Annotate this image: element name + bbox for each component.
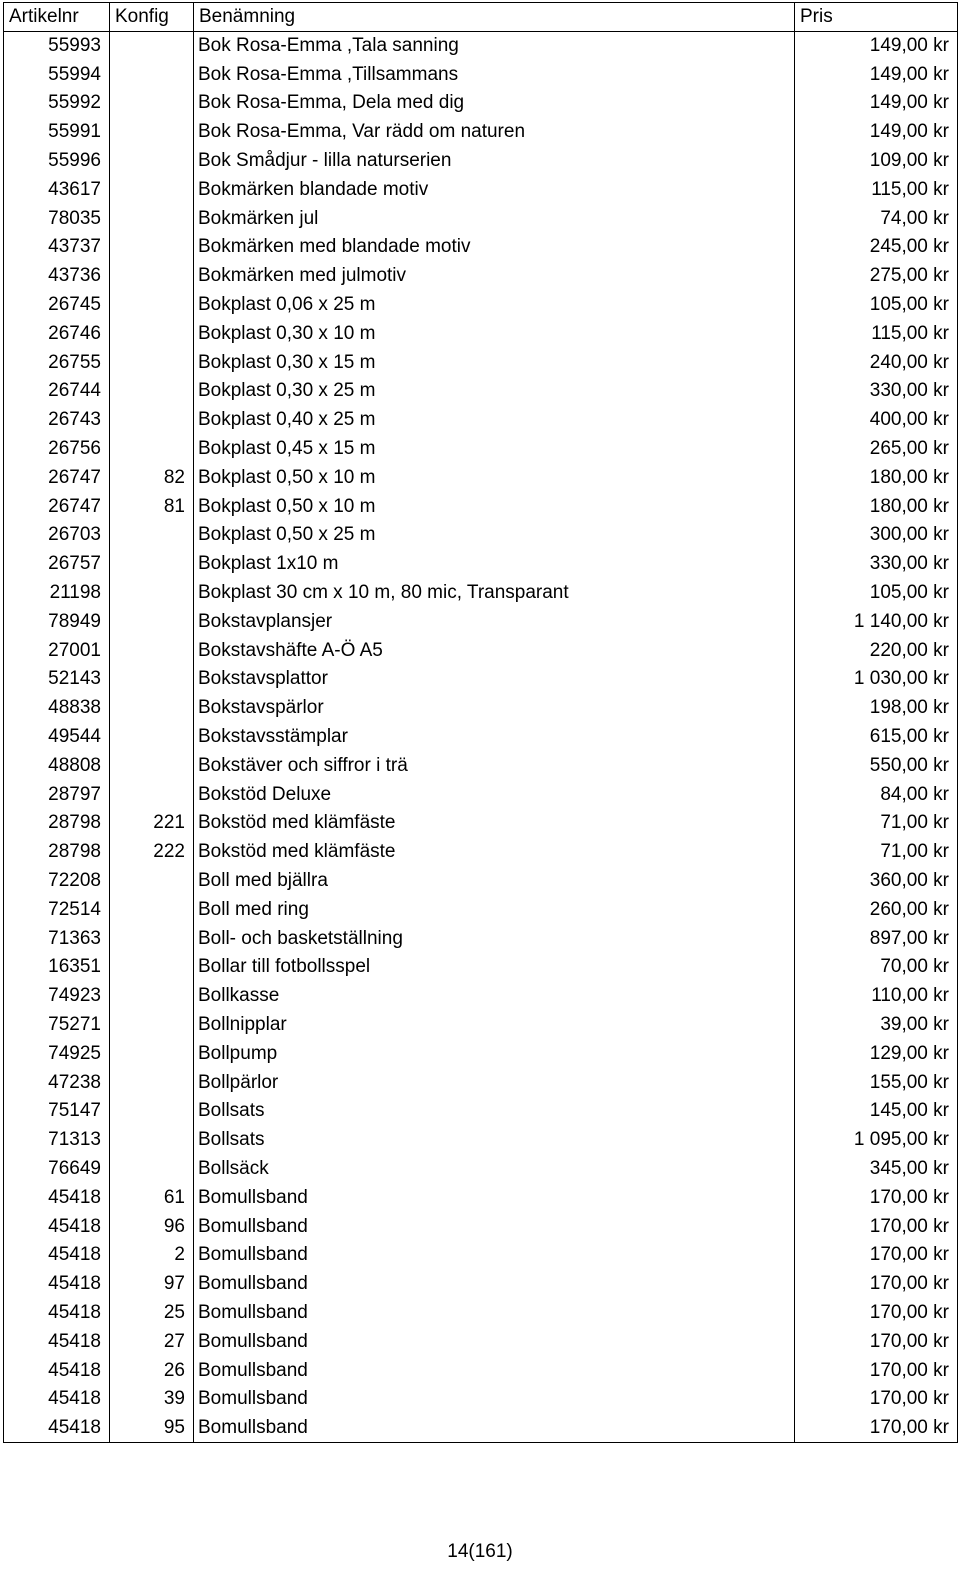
table-row bbox=[4, 32, 958, 61]
table-header bbox=[4, 3, 958, 32]
table-row bbox=[4, 233, 958, 262]
description-cell: Bokplast 0,06 x 25 m bbox=[194, 291, 795, 320]
article-number-cell: 48808 bbox=[4, 751, 110, 780]
description-cell: Bomullsband bbox=[194, 1356, 795, 1385]
description-cell: Bok Rosa-Emma ,Tillsammans bbox=[194, 60, 795, 89]
description-cell: Bomullsband bbox=[194, 1327, 795, 1356]
table-row bbox=[4, 1414, 958, 1443]
article-number-cell: 45418 bbox=[4, 1385, 110, 1414]
config-cell bbox=[110, 1068, 194, 1097]
article-number-cell: 26744 bbox=[4, 377, 110, 406]
table-row bbox=[4, 867, 958, 896]
article-number-cell: 26743 bbox=[4, 406, 110, 435]
article-number-cell: 45418 bbox=[4, 1327, 110, 1356]
table-row bbox=[4, 1097, 958, 1126]
description-cell: Bok Smådjur - lilla naturserien bbox=[194, 147, 795, 176]
description-cell: Bokmärken blandade motiv bbox=[194, 175, 795, 204]
table-row bbox=[4, 147, 958, 176]
table-row bbox=[4, 1155, 958, 1184]
description-cell: Bomullsband bbox=[194, 1270, 795, 1299]
article-number-cell: 78949 bbox=[4, 607, 110, 636]
price-cell: 275,00 kr bbox=[795, 262, 958, 291]
article-number-cell: 28798 bbox=[4, 809, 110, 838]
table-row bbox=[4, 521, 958, 550]
article-number-cell: 45418 bbox=[4, 1299, 110, 1328]
description-cell: Bollsäck bbox=[194, 1155, 795, 1184]
table-row bbox=[4, 1039, 958, 1068]
description-cell: Bokstavspärlor bbox=[194, 694, 795, 723]
description-cell: Bokstavshäfte A-Ö A5 bbox=[194, 636, 795, 665]
config-cell bbox=[110, 982, 194, 1011]
config-cell bbox=[110, 867, 194, 896]
table-row bbox=[4, 895, 958, 924]
config-cell bbox=[110, 147, 194, 176]
price-cell: 115,00 kr bbox=[795, 175, 958, 204]
price-cell: 74,00 kr bbox=[795, 204, 958, 233]
config-cell bbox=[110, 665, 194, 694]
table-row bbox=[4, 982, 958, 1011]
price-cell: 245,00 kr bbox=[795, 233, 958, 262]
description-cell: Bokplast 30 cm x 10 m, 80 mic, Transparant bbox=[194, 579, 795, 608]
config-cell bbox=[110, 1126, 194, 1155]
price-cell: 155,00 kr bbox=[795, 1068, 958, 1097]
article-number-cell: 26745 bbox=[4, 291, 110, 320]
article-number-cell: 28797 bbox=[4, 780, 110, 809]
article-number-cell: 45418 bbox=[4, 1414, 110, 1443]
table-row bbox=[4, 406, 958, 435]
table-row bbox=[4, 1385, 958, 1414]
price-cell: 71,00 kr bbox=[795, 838, 958, 867]
table-row bbox=[4, 1327, 958, 1356]
description-cell: Bokplast 0,30 x 25 m bbox=[194, 377, 795, 406]
config-cell: 221 bbox=[110, 809, 194, 838]
config-cell bbox=[110, 1039, 194, 1068]
table-row bbox=[4, 348, 958, 377]
description-cell: Bollnipplar bbox=[194, 1011, 795, 1040]
table-row bbox=[4, 204, 958, 233]
price-cell: 260,00 kr bbox=[795, 895, 958, 924]
description-cell: Bokstavsstämplar bbox=[194, 723, 795, 752]
table-row bbox=[4, 924, 958, 953]
description-cell: Bokplast 0,50 x 25 m bbox=[194, 521, 795, 550]
description-cell: Bollpärlor bbox=[194, 1068, 795, 1097]
article-number-cell: 48838 bbox=[4, 694, 110, 723]
description-cell: Bokstavsplattor bbox=[194, 665, 795, 694]
article-number-cell: 45418 bbox=[4, 1356, 110, 1385]
config-cell bbox=[110, 521, 194, 550]
table-row bbox=[4, 118, 958, 147]
table-body bbox=[4, 32, 958, 1443]
article-number-cell: 74925 bbox=[4, 1039, 110, 1068]
config-cell bbox=[110, 89, 194, 118]
description-cell: Bokmärken jul bbox=[194, 204, 795, 233]
description-cell: Bokplast 0,30 x 10 m bbox=[194, 319, 795, 348]
config-cell bbox=[110, 1155, 194, 1184]
price-cell: 1 140,00 kr bbox=[795, 607, 958, 636]
table-row bbox=[4, 60, 958, 89]
table-row bbox=[4, 953, 958, 982]
table-row bbox=[4, 492, 958, 521]
description-cell: Bokplast 0,40 x 25 m bbox=[194, 406, 795, 435]
table-row bbox=[4, 435, 958, 464]
article-number-cell: 55991 bbox=[4, 118, 110, 147]
table-row bbox=[4, 550, 958, 579]
price-cell: 170,00 kr bbox=[795, 1183, 958, 1212]
description-cell: Bokplast 0,30 x 15 m bbox=[194, 348, 795, 377]
config-cell: 2 bbox=[110, 1241, 194, 1270]
price-cell: 180,00 kr bbox=[795, 492, 958, 521]
article-number-cell: 71313 bbox=[4, 1126, 110, 1155]
description-cell: Bomullsband bbox=[194, 1183, 795, 1212]
article-number-cell: 71363 bbox=[4, 924, 110, 953]
description-cell: Bomullsband bbox=[194, 1385, 795, 1414]
config-cell bbox=[110, 32, 194, 61]
table-row bbox=[4, 89, 958, 118]
table-row bbox=[4, 579, 958, 608]
description-cell: Bollar till fotbollsspel bbox=[194, 953, 795, 982]
config-cell: 26 bbox=[110, 1356, 194, 1385]
article-number-cell: 26756 bbox=[4, 435, 110, 464]
config-cell bbox=[110, 751, 194, 780]
price-cell: 84,00 kr bbox=[795, 780, 958, 809]
price-cell: 115,00 kr bbox=[795, 319, 958, 348]
table-row bbox=[4, 377, 958, 406]
table-row bbox=[4, 463, 958, 492]
price-cell: 180,00 kr bbox=[795, 463, 958, 492]
config-cell: 97 bbox=[110, 1270, 194, 1299]
description-cell: Bokplast 1x10 m bbox=[194, 550, 795, 579]
price-cell: 105,00 kr bbox=[795, 579, 958, 608]
config-cell bbox=[110, 60, 194, 89]
table-row bbox=[4, 1212, 958, 1241]
description-cell: Bollkasse bbox=[194, 982, 795, 1011]
article-number-cell: 26755 bbox=[4, 348, 110, 377]
config-cell bbox=[110, 175, 194, 204]
price-cell: 71,00 kr bbox=[795, 809, 958, 838]
table-row bbox=[4, 636, 958, 665]
description-cell: Bokstöd Deluxe bbox=[194, 780, 795, 809]
config-cell bbox=[110, 895, 194, 924]
price-cell: 330,00 kr bbox=[795, 550, 958, 579]
price-cell: 1 095,00 kr bbox=[795, 1126, 958, 1155]
table-row bbox=[4, 751, 958, 780]
config-cell bbox=[110, 348, 194, 377]
description-cell: Bok Rosa-Emma, Dela med dig bbox=[194, 89, 795, 118]
article-number-cell: 45418 bbox=[4, 1270, 110, 1299]
price-cell: 550,00 kr bbox=[795, 751, 958, 780]
config-cell bbox=[110, 291, 194, 320]
article-number-cell: 55996 bbox=[4, 147, 110, 176]
description-cell: Bokplast 0,50 x 10 m bbox=[194, 492, 795, 521]
price-cell: 105,00 kr bbox=[795, 291, 958, 320]
config-cell: 95 bbox=[110, 1414, 194, 1443]
table-row bbox=[4, 723, 958, 752]
article-number-cell: 27001 bbox=[4, 636, 110, 665]
config-cell bbox=[110, 406, 194, 435]
article-number-cell: 16351 bbox=[4, 953, 110, 982]
table-row bbox=[4, 838, 958, 867]
price-cell: 149,00 kr bbox=[795, 118, 958, 147]
description-cell: Bollsats bbox=[194, 1126, 795, 1155]
price-cell: 240,00 kr bbox=[795, 348, 958, 377]
config-cell bbox=[110, 1011, 194, 1040]
article-number-cell: 55993 bbox=[4, 32, 110, 61]
article-number-cell: 21198 bbox=[4, 579, 110, 608]
article-number-cell: 72208 bbox=[4, 867, 110, 896]
price-cell: 129,00 kr bbox=[795, 1039, 958, 1068]
table-row bbox=[4, 780, 958, 809]
price-cell: 400,00 kr bbox=[795, 406, 958, 435]
description-cell: Boll med ring bbox=[194, 895, 795, 924]
price-cell: 170,00 kr bbox=[795, 1241, 958, 1270]
config-cell: 27 bbox=[110, 1327, 194, 1356]
header-config: Konfig bbox=[110, 3, 194, 32]
description-cell: Bomullsband bbox=[194, 1241, 795, 1270]
config-cell bbox=[110, 262, 194, 291]
description-cell: Boll- och basketställning bbox=[194, 924, 795, 953]
article-number-cell: 26703 bbox=[4, 521, 110, 550]
table-row bbox=[4, 665, 958, 694]
price-cell: 330,00 kr bbox=[795, 377, 958, 406]
table-row bbox=[4, 319, 958, 348]
article-number-cell: 49544 bbox=[4, 723, 110, 752]
config-cell bbox=[110, 550, 194, 579]
description-cell: Bokplast 0,50 x 10 m bbox=[194, 463, 795, 492]
article-number-cell: 26746 bbox=[4, 319, 110, 348]
article-number-cell: 78035 bbox=[4, 204, 110, 233]
article-number-cell: 47238 bbox=[4, 1068, 110, 1097]
table-row bbox=[4, 291, 958, 320]
description-cell: Boll med bjällra bbox=[194, 867, 795, 896]
config-cell bbox=[110, 953, 194, 982]
config-cell bbox=[110, 607, 194, 636]
article-number-cell: 45418 bbox=[4, 1183, 110, 1212]
price-cell: 345,00 kr bbox=[795, 1155, 958, 1184]
description-cell: Bollsats bbox=[194, 1097, 795, 1126]
price-cell: 170,00 kr bbox=[795, 1270, 958, 1299]
description-cell: Bomullsband bbox=[194, 1212, 795, 1241]
config-cell: 61 bbox=[110, 1183, 194, 1212]
description-cell: Bok Rosa-Emma, Var rädd om naturen bbox=[194, 118, 795, 147]
price-cell: 265,00 kr bbox=[795, 435, 958, 464]
header-row bbox=[4, 3, 958, 32]
article-number-cell: 76649 bbox=[4, 1155, 110, 1184]
config-cell bbox=[110, 723, 194, 752]
config-cell bbox=[110, 579, 194, 608]
article-number-cell: 28798 bbox=[4, 838, 110, 867]
config-cell bbox=[110, 377, 194, 406]
price-cell: 170,00 kr bbox=[795, 1327, 958, 1356]
price-cell: 170,00 kr bbox=[795, 1356, 958, 1385]
article-number-cell: 43617 bbox=[4, 175, 110, 204]
price-cell: 170,00 kr bbox=[795, 1299, 958, 1328]
price-cell: 300,00 kr bbox=[795, 521, 958, 550]
article-number-cell: 75271 bbox=[4, 1011, 110, 1040]
description-cell: Bokstäver och siffror i trä bbox=[194, 751, 795, 780]
config-cell bbox=[110, 319, 194, 348]
config-cell: 81 bbox=[110, 492, 194, 521]
table-row bbox=[4, 694, 958, 723]
price-cell: 198,00 kr bbox=[795, 694, 958, 723]
article-number-cell: 72514 bbox=[4, 895, 110, 924]
price-cell: 109,00 kr bbox=[795, 147, 958, 176]
config-cell: 96 bbox=[110, 1212, 194, 1241]
article-number-cell: 45418 bbox=[4, 1241, 110, 1270]
table-row bbox=[4, 1356, 958, 1385]
price-cell: 149,00 kr bbox=[795, 32, 958, 61]
description-cell: Bomullsband bbox=[194, 1414, 795, 1443]
price-cell: 149,00 kr bbox=[795, 60, 958, 89]
article-number-cell: 55992 bbox=[4, 89, 110, 118]
page-number: 14(161) bbox=[447, 1541, 513, 1562]
config-cell: 39 bbox=[110, 1385, 194, 1414]
config-cell bbox=[110, 780, 194, 809]
price-cell: 170,00 kr bbox=[795, 1385, 958, 1414]
config-cell bbox=[110, 924, 194, 953]
description-cell: Bokmärken med julmotiv bbox=[194, 262, 795, 291]
header-description: Benämning bbox=[194, 3, 795, 32]
price-cell: 1 030,00 kr bbox=[795, 665, 958, 694]
price-cell: 220,00 kr bbox=[795, 636, 958, 665]
price-cell: 145,00 kr bbox=[795, 1097, 958, 1126]
table-row bbox=[4, 1068, 958, 1097]
config-cell: 222 bbox=[110, 838, 194, 867]
table-row bbox=[4, 262, 958, 291]
description-cell: Bok Rosa-Emma ,Tala sanning bbox=[194, 32, 795, 61]
description-cell: Bokplast 0,45 x 15 m bbox=[194, 435, 795, 464]
table-row bbox=[4, 809, 958, 838]
price-list-table bbox=[3, 2, 958, 1443]
article-number-cell: 74923 bbox=[4, 982, 110, 1011]
config-cell: 82 bbox=[110, 463, 194, 492]
config-cell bbox=[110, 435, 194, 464]
config-cell bbox=[110, 233, 194, 262]
article-number-cell: 26747 bbox=[4, 492, 110, 521]
description-cell: Bomullsband bbox=[194, 1299, 795, 1328]
price-cell: 110,00 kr bbox=[795, 982, 958, 1011]
article-number-cell: 26757 bbox=[4, 550, 110, 579]
price-cell: 170,00 kr bbox=[795, 1212, 958, 1241]
article-number-cell: 45418 bbox=[4, 1212, 110, 1241]
table-row bbox=[4, 175, 958, 204]
price-cell: 897,00 kr bbox=[795, 924, 958, 953]
price-cell: 39,00 kr bbox=[795, 1011, 958, 1040]
config-cell bbox=[110, 694, 194, 723]
price-cell: 170,00 kr bbox=[795, 1414, 958, 1443]
config-cell bbox=[110, 204, 194, 233]
article-number-cell: 43736 bbox=[4, 262, 110, 291]
price-cell: 70,00 kr bbox=[795, 953, 958, 982]
table-row bbox=[4, 1183, 958, 1212]
table-row bbox=[4, 1126, 958, 1155]
article-number-cell: 52143 bbox=[4, 665, 110, 694]
article-number-cell: 75147 bbox=[4, 1097, 110, 1126]
table-row bbox=[4, 1299, 958, 1328]
article-number-cell: 43737 bbox=[4, 233, 110, 262]
header-article-number: Artikelnr bbox=[4, 3, 110, 32]
config-cell: 25 bbox=[110, 1299, 194, 1328]
table-row bbox=[4, 1270, 958, 1299]
table-row bbox=[4, 607, 958, 636]
header-price: Pris bbox=[795, 3, 958, 32]
table-row bbox=[4, 1241, 958, 1270]
article-number-cell: 26747 bbox=[4, 463, 110, 492]
price-cell: 615,00 kr bbox=[795, 723, 958, 752]
description-cell: Bollpump bbox=[194, 1039, 795, 1068]
price-cell: 149,00 kr bbox=[795, 89, 958, 118]
config-cell bbox=[110, 636, 194, 665]
price-cell: 360,00 kr bbox=[795, 867, 958, 896]
description-cell: Bokstöd med klämfäste bbox=[194, 838, 795, 867]
article-number-cell: 55994 bbox=[4, 60, 110, 89]
description-cell: Bokstöd med klämfäste bbox=[194, 809, 795, 838]
description-cell: Bokstavplansjer bbox=[194, 607, 795, 636]
table-row bbox=[4, 1011, 958, 1040]
config-cell bbox=[110, 1097, 194, 1126]
config-cell bbox=[110, 118, 194, 147]
description-cell: Bokmärken med blandade motiv bbox=[194, 233, 795, 262]
